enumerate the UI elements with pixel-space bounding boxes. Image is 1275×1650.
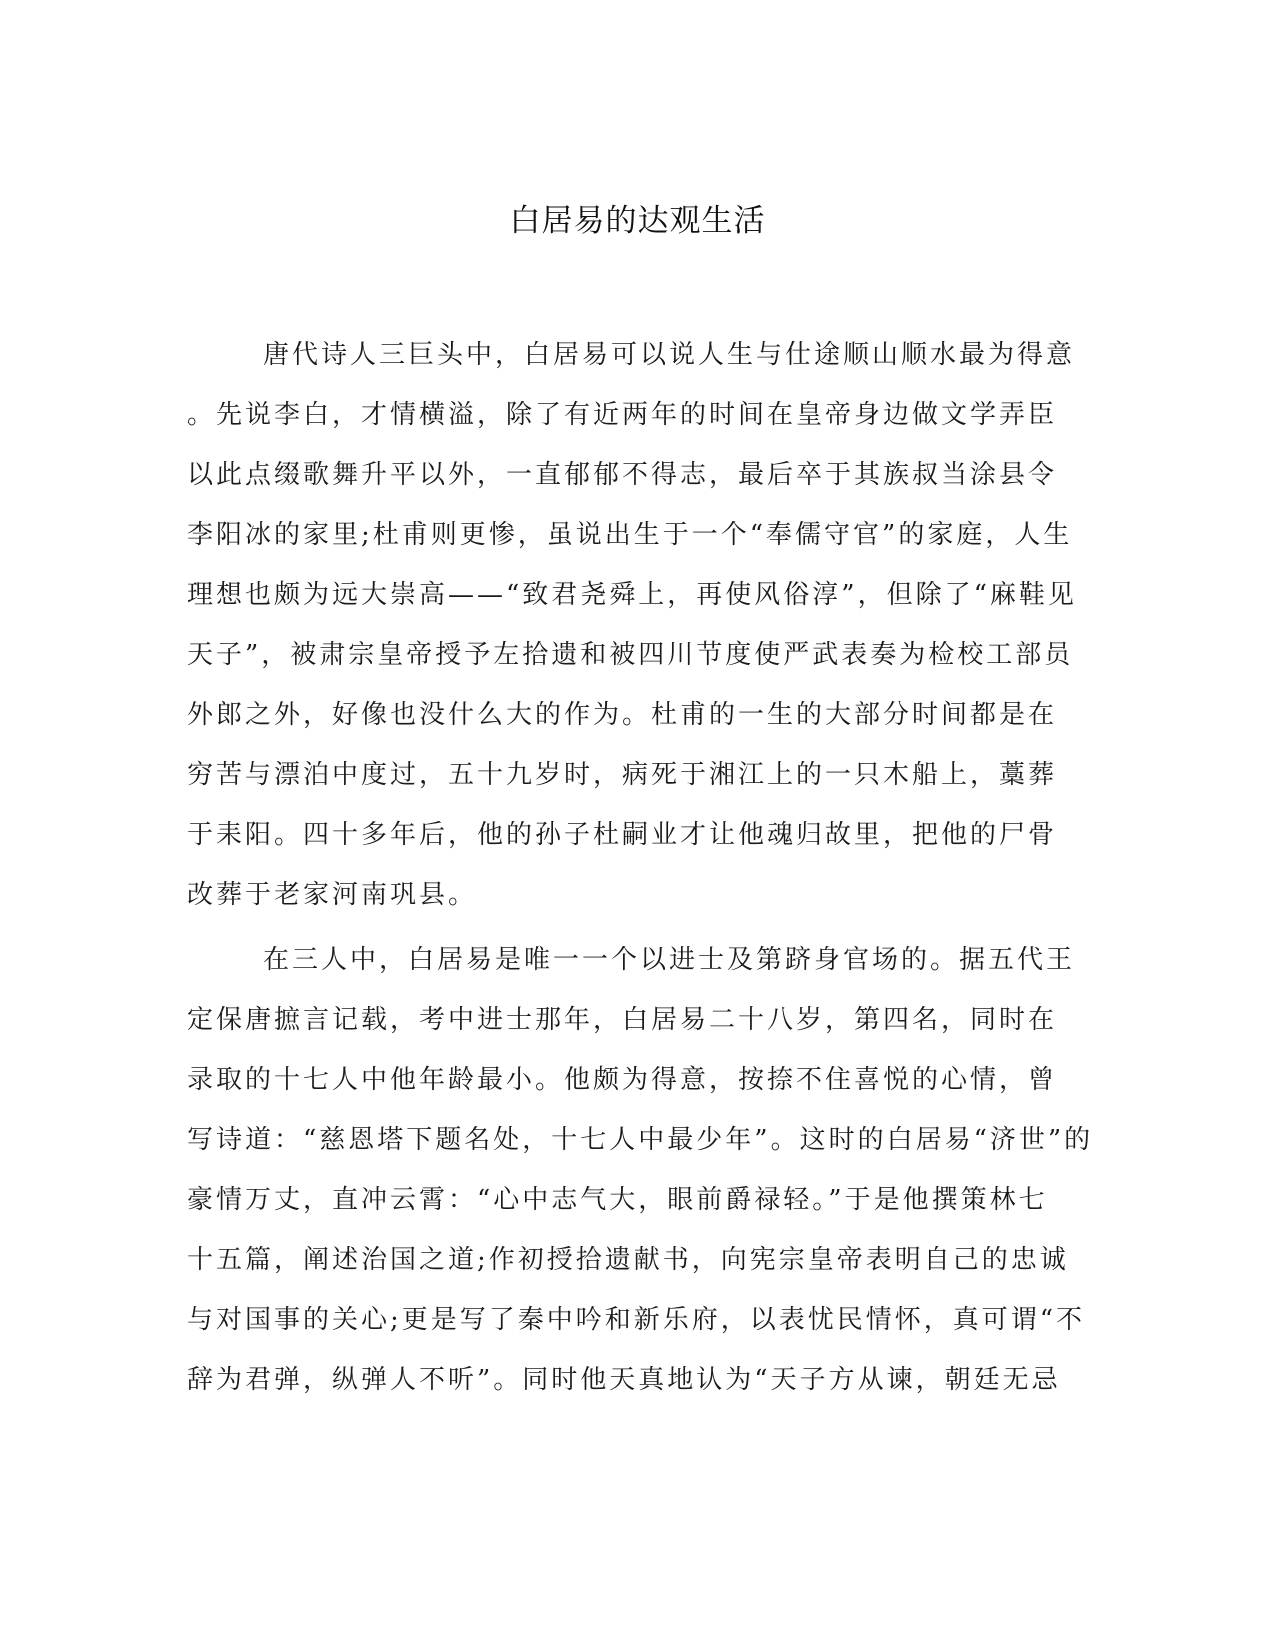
text-line: 改葬于老家河南巩县。 [187,880,478,910]
text-line: 唐代诗人三巨头中，白居易可以说人生与仕途顺山顺水最为得意 [263,340,1076,370]
text-line: 十五篇，阐述治国之道;作初授拾遗献书，向宪宗皇帝表明自己的忠诚 [187,1245,1069,1275]
text-line: 以此点缀歌舞升平以外，一直郁郁不得志，最后卒于其族叔当涂县令 [187,460,1058,490]
text-line: 录取的十七人中他年龄最小。他颇为得意，按捺不住喜悦的心情，曾 [187,1065,1058,1095]
text-line: 定保唐摭言记载，考中进士那年，白居易二十八岁，第四名，同时在 [187,1005,1058,1035]
text-line: 天子”，被肃宗皇帝授予左拾遗和被四川节度使严武表奏为检校工部员 [187,640,1074,670]
text-line: 与对国事的关心;更是写了秦中吟和新乐府，以表忧民情怀，真可谓“不 [187,1305,1086,1335]
text-line: 。先说李白，才情横溢，除了有近两年的时间在皇帝身边做文学弄臣 [187,400,1058,430]
text-line: 外郎之外，好像也没什么大的作为。杜甫的一生的大部分时间都是在 [187,700,1058,730]
text-line: 于耒阳。四十多年后，他的孙子杜嗣业才让他魂归故里，把他的尸骨 [187,820,1058,850]
text-line: 辞为君弹，纵弹人不听”。同时他天真地认为“天子方从谏，朝廷无忌 [187,1365,1061,1395]
text-line: 穷苦与漂泊中度过，五十九岁时，病死于湘江上的一只木船上，藁葬 [187,760,1058,790]
text-line: 写诗道：“慈恩塔下题名处，十七人中最少年”。这时的白居易“济世”的 [187,1125,1094,1155]
paragraph-1 [187,325,1087,925]
paragraph-2 [187,930,1094,1410]
text-line: 李阳冰的家里;杜甫则更惨，虽说出生于一个“奉儒守官”的家庭，人生 [187,520,1073,550]
text-line: 豪情万丈，直冲云霄：“心中志气大，眼前爵禄轻。”于是他撰策林七 [187,1185,1048,1215]
text-line: 理想也颇为远大崇高——“致君尧舜上，再使风俗淳”，但除了“麻鞋见 [187,580,1077,610]
text-line: 在三人中，白居易是唯一一个以进士及第跻身官场的。据五代王 [263,945,1076,975]
document-title: 白居易的达观生活 [509,203,766,239]
